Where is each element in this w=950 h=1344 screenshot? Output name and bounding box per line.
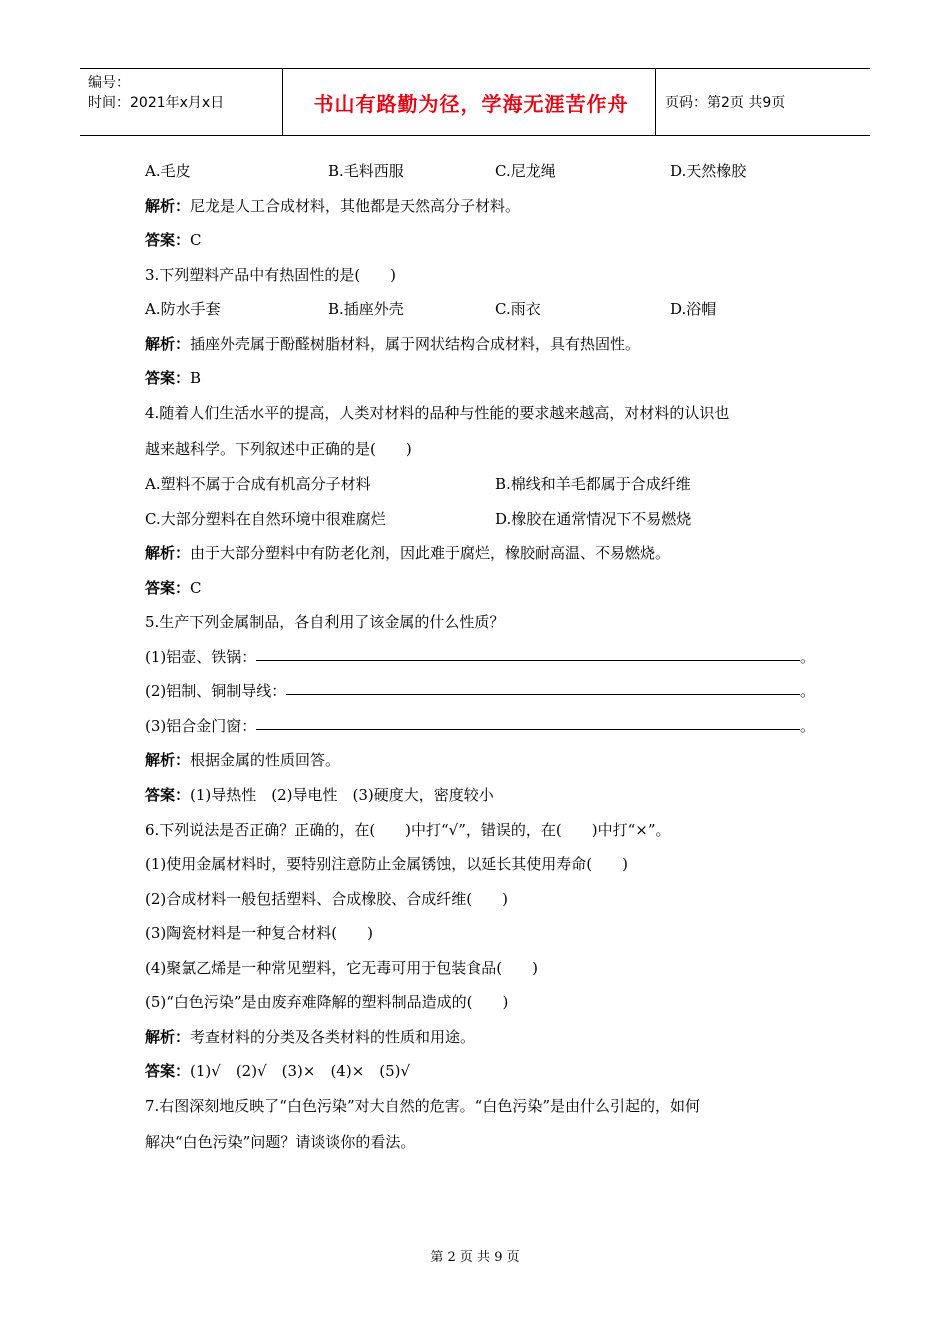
header-divider-1 bbox=[282, 69, 283, 135]
line-text: C bbox=[190, 231, 202, 249]
option-item: A.塑料不属于合成有机高分子材料 bbox=[145, 475, 371, 493]
answer-line bbox=[145, 1026, 475, 1048]
answer-line bbox=[145, 195, 520, 217]
fill-blank-line bbox=[145, 646, 815, 668]
line-label: 解析： bbox=[145, 751, 191, 769]
question-line: (2)合成材料一般包括塑料、合成橡胶、合成纤维( ) bbox=[145, 890, 508, 908]
line-text: 根据金属的性质回答。 bbox=[190, 751, 341, 769]
line-text: 考查材料的分类及各类材料的性质和用途。 bbox=[190, 1028, 476, 1046]
time-label: 时间：2021年x月x日 bbox=[88, 95, 225, 111]
fill-blank-line bbox=[145, 715, 815, 737]
blank-prompt: (3)铝合金门窗： bbox=[145, 717, 257, 735]
option-item: C.雨衣 bbox=[495, 300, 541, 318]
line-text: (1)√ (2)√ (3)× (4)× (5)√ bbox=[190, 1062, 411, 1080]
question-line: 3.下列塑料产品中有热固性的是( ) bbox=[145, 266, 397, 284]
option-item: C.尼龙绳 bbox=[495, 162, 556, 180]
answer-line bbox=[145, 333, 640, 355]
line-label: 答案： bbox=[145, 579, 191, 597]
answer-line bbox=[145, 367, 201, 389]
blank-end: 。 bbox=[799, 717, 815, 735]
answer-line bbox=[145, 749, 340, 771]
header-motto: 书山有路勤为径，学海无涯苦作舟 bbox=[313, 91, 629, 116]
option-item: B.插座外壳 bbox=[328, 300, 404, 318]
question-line: 4.随着人们生活水平的提高，人类对材料的品种与性能的要求越来越高，对材料的认识也 bbox=[145, 404, 730, 422]
answer-line bbox=[145, 784, 494, 806]
line-text: 由于大部分塑料中有防老化剂，因此难于腐烂，橡胶耐高温、不易燃烧。 bbox=[190, 544, 671, 562]
option-item: D.浴帽 bbox=[670, 300, 717, 318]
question-line: (3)陶瓷材料是一种复合材料( ) bbox=[145, 924, 373, 942]
line-label: 解析： bbox=[145, 197, 191, 215]
line-label: 解析： bbox=[145, 335, 191, 353]
line-label: 解析： bbox=[145, 1028, 191, 1046]
line-label: 答案： bbox=[145, 1062, 191, 1080]
option-item: B.棉线和羊毛都属于合成纤维 bbox=[495, 475, 691, 493]
option-item: B.毛料西服 bbox=[328, 162, 404, 180]
answer-blank[interactable] bbox=[256, 646, 800, 661]
question-line: (4)聚氯乙烯是一种常见塑料，它无毒可用于包装食品( ) bbox=[145, 959, 538, 977]
option-item: D.橡胶在通常情况下不易燃烧 bbox=[495, 510, 692, 528]
option-item: A.防水手套 bbox=[145, 300, 221, 318]
question-line: 越来越科学。下列叙述中正确的是( ) bbox=[145, 440, 412, 458]
line-label: 答案： bbox=[145, 786, 191, 804]
question-line: (5)“白色污染”是由废弃难降解的塑料制品造成的( ) bbox=[145, 993, 509, 1011]
fill-blank-line bbox=[145, 680, 815, 702]
number-label: 编号： bbox=[88, 75, 130, 91]
line-label: 答案： bbox=[145, 369, 191, 387]
page-footer: 第 2 页 共 9 页 bbox=[430, 1250, 520, 1265]
question-line: 6.下列说法是否正确？正确的，在( )中打“√”，错误的，在( )中打“×”。 bbox=[145, 821, 671, 839]
question-line: 5.生产下列金属制品，各自利用了该金属的什么性质？ bbox=[145, 613, 505, 631]
question-line: 7.右图深刻地反映了“白色污染”对大自然的危害。“白色污染”是由什么引起的，如何 bbox=[145, 1097, 700, 1115]
header-meta bbox=[88, 73, 224, 113]
line-text: (1)导热性 (2)导电性 (3)硬度大，密度较小 bbox=[190, 786, 494, 804]
line-text: B bbox=[190, 369, 202, 387]
line-label: 解析： bbox=[145, 544, 191, 562]
blank-prompt: (1)铝壶、铁锅： bbox=[145, 648, 257, 666]
blank-end: 。 bbox=[799, 682, 815, 700]
answer-line bbox=[145, 229, 202, 251]
option-item: A.毛皮 bbox=[145, 162, 191, 180]
option-item: C.大部分塑料在自然环境中很难腐烂 bbox=[145, 510, 386, 528]
question-line: 解决“白色污染”问题？请谈谈你的看法。 bbox=[145, 1133, 416, 1151]
line-text: 尼龙是人工合成材料，其他都是天然高分子材料。 bbox=[190, 197, 521, 215]
blank-prompt: (2)铝制、铜制导线： bbox=[145, 682, 287, 700]
option-item: D.天然橡胶 bbox=[670, 162, 747, 180]
blank-end: 。 bbox=[799, 648, 815, 666]
question-line: (1)使用金属材料时，要特别注意防止金属锈蚀，以延长其使用寿命( ) bbox=[145, 855, 628, 873]
answer-line bbox=[145, 1060, 410, 1082]
answer-line bbox=[145, 542, 670, 564]
answer-blank[interactable] bbox=[286, 680, 800, 695]
line-text: 插座外壳属于酚醛树脂材料，属于网状结构合成材料，具有热固性。 bbox=[190, 335, 641, 353]
line-label: 答案： bbox=[145, 231, 191, 249]
answer-blank[interactable] bbox=[256, 715, 800, 730]
answer-line bbox=[145, 577, 202, 599]
line-text: C bbox=[190, 579, 202, 597]
header-page-info: 页码：第2页 共9页 bbox=[665, 95, 786, 111]
page-header bbox=[80, 68, 870, 136]
